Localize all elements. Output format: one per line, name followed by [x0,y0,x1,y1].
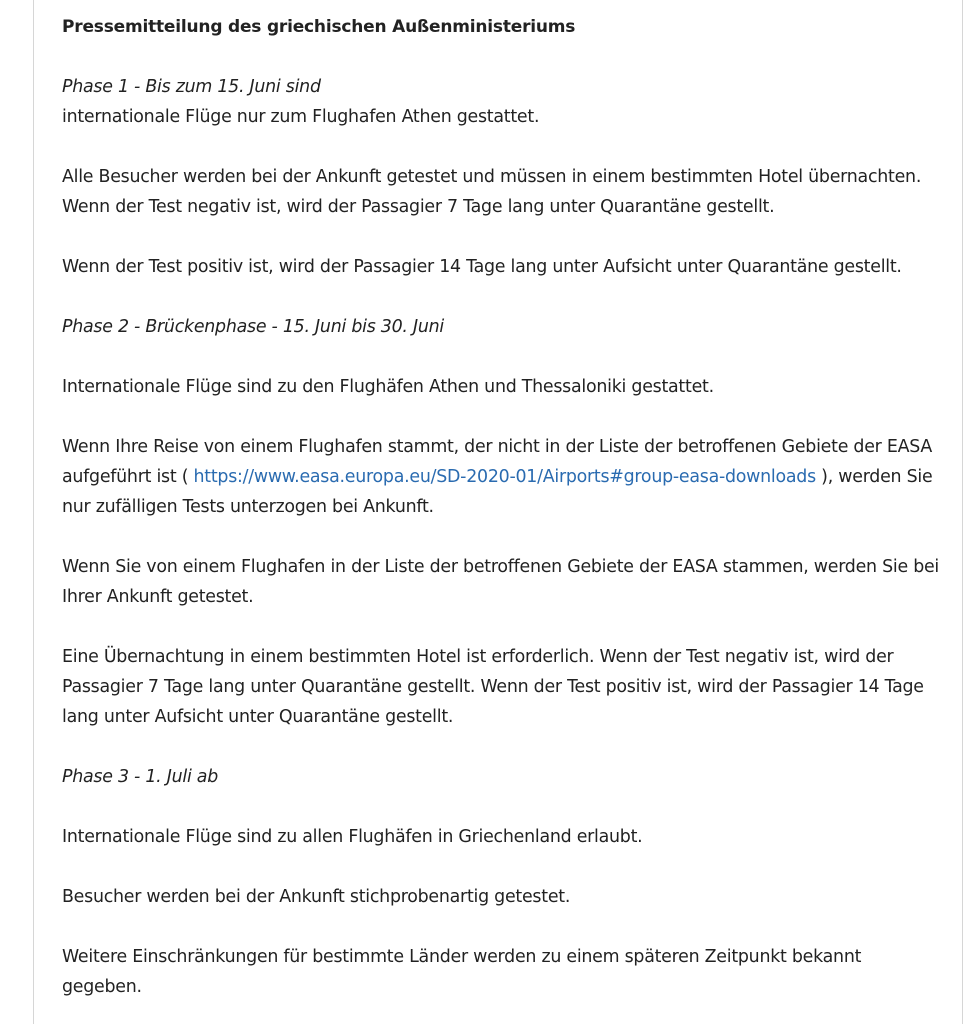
post-content [62,12,942,1002]
post-border-right [962,0,963,1024]
phase-3-paragraph-3: Weitere Einschränkungen für bestimmte Länder werden zu einem späteren Zeitpunkt bekannt gegeben. [62,947,862,997]
phase-2-paragraph-2-text-after: ), werden Sie nur zufälligen Tests unterzogen bei Ankunft. [62,467,933,517]
easa-airports-link[interactable]: https://www.easa.europa.eu/SD-2020-01/Airports#group-easa-downloads [193,467,816,487]
phase-2-paragraph-3: Wenn Sie von einem Flughafen in der Liste der betroffenen Gebiete der EASA stammen, werden Sie bei Ihrer Ankunft getestet. [62,557,940,607]
phase-3-heading: Phase 3 - 1. Juli ab [62,767,219,787]
phase-2-heading: Phase 2 - Brückenphase - 15. Juni bis 30. Juni [62,317,444,337]
phase-2-paragraph-2-text-before: Wenn Ihre Reise von einem Flughafen stammt, der nicht in der Liste der betroffenen Gebiete der EASA aufgeführt ist ( [62,437,932,487]
phase-3-paragraph-1: Internationale Flüge sind zu allen Flughäfen in Griechenland erlaubt. [62,827,643,847]
phase-2-paragraph-1: Internationale Flüge sind zu den Flughäfen Athen und Thessaloniki gestattet. [62,377,714,397]
post-title: Pressemitteilung des griechischen Außenministeriums [62,17,576,37]
post-border-left [33,0,34,1024]
phase-2-paragraph-4: Eine Übernachtung in einem bestimmten Hotel ist erforderlich. Wenn der Test negativ ist, wird der Passagier 7 Tage lang unter Quarantäne gestellt. Wenn der Test positiv ist, wird der Passagier 14 Tage lang unter Aufsicht unter Quarantäne gestellt. [62,647,924,727]
phase-3-paragraph-2: Besucher werden bei der Ankunft stichprobenartig getestet. [62,887,571,907]
phase-1-paragraph-2: Alle Besucher werden bei der Ankunft getestet und müssen in einem bestimmten Hotel übernachten. Wenn der Test negativ ist, wird der Passagier 7 Tage lang unter Quarantäne gestellt. [62,167,922,217]
phase-2-paragraph-2 [62,432,942,522]
phase-1-paragraph-1: internationale Flüge nur zum Flughafen Athen gestattet. [62,107,540,127]
phase-1-heading: Phase 1 - Bis zum 15. Juni sind [62,77,321,97]
phase-1-paragraph-3: Wenn der Test positiv ist, wird der Passagier 14 Tage lang unter Aufsicht unter Quarantäne gestellt. [62,257,902,277]
